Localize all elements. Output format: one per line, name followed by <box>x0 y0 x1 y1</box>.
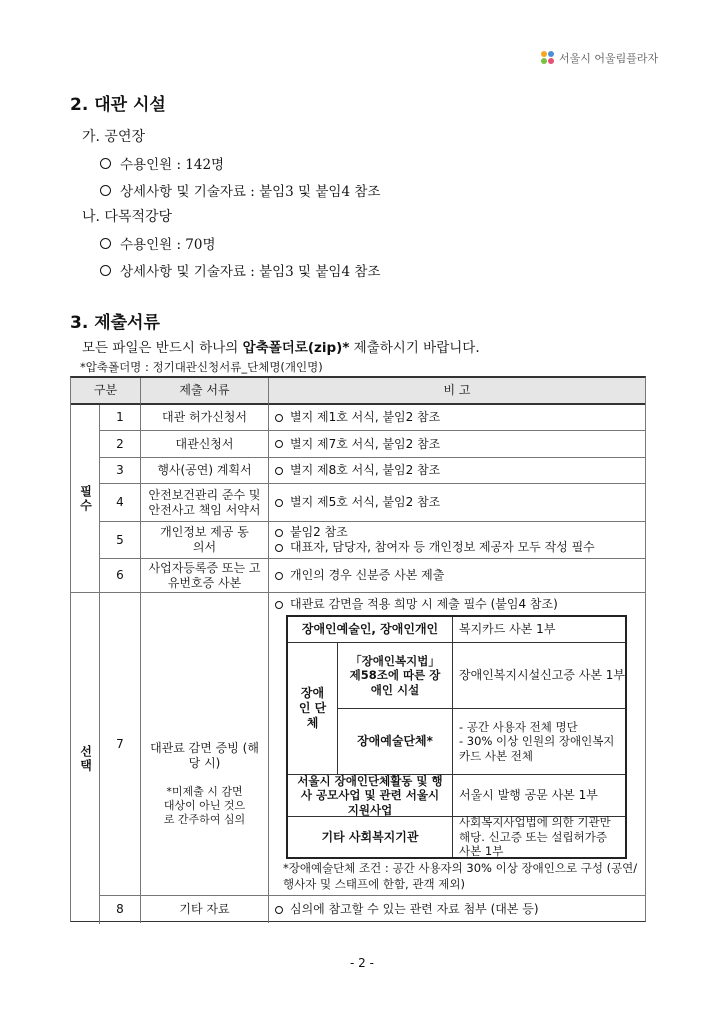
logo <box>541 50 658 66</box>
submission-instruction: 모든 파일은 반드시 하나의 압축폴더로(zip)* 제출하시기 바랍니다. <box>82 340 480 356</box>
reduction-label: 기타 사회복지기관 <box>288 817 453 857</box>
reduction-label: 장애인예술인, 장애인개인 <box>288 617 453 643</box>
zip-folder-note: *압축폴더명 : 정기대관신청서류_단체명(개인명) <box>80 360 323 374</box>
reduction-doc: 복지카드 사본 1부 <box>453 617 625 643</box>
circle-bullet-icon <box>100 238 111 249</box>
documents-table <box>70 376 646 922</box>
reduction-label: 「장애인복지법」 제58조에 따른 장애인 시설 <box>338 643 453 709</box>
row-document: 대관 허가신청서 <box>141 405 269 431</box>
list-item: 상세사항 및 기술자료 : 붙임3 및 붙임4 참조 <box>100 260 380 280</box>
row-document: 개인정보 제공 동의서 <box>141 522 269 559</box>
row-remarks: 심의에 참고할 수 있는 관련 자료 첨부 (대본 등) <box>269 896 645 923</box>
reduction-doc: 사회복지사업법에 의한 기관만 해당. 신고증 또는 설립허가증 사본 1부 <box>459 815 611 859</box>
row-remarks <box>269 593 645 896</box>
row-document: 대관신청서 <box>141 431 269 458</box>
header-remarks: 비 고 <box>269 378 645 405</box>
section-3-title: 3. 제출서류 <box>70 313 160 333</box>
row-document: 안전보건관리 준수 및 안전사고 책임 서약서 <box>141 484 269 522</box>
reduction-doc: 장애인복지시설신고증 사본 1부 <box>453 643 625 709</box>
list-item: 수용인원 : 70명 <box>100 233 216 253</box>
header-document: 제출 서류 <box>141 378 269 405</box>
row-number: 1 <box>100 405 141 431</box>
reduction-doc: 서울시 발행 공문 사본 1부 <box>453 775 625 817</box>
row-number: 2 <box>100 431 141 458</box>
row-remarks: 별지 제5호 서식, 붙임2 참조 <box>269 484 645 522</box>
logo-text: 서울시 어울림플라자 <box>559 52 659 65</box>
reduction-doc-note: *미제출 시 감면대상이 아닌 것으로 간주하여 심의 <box>163 785 246 826</box>
row-document <box>141 593 269 896</box>
group-optional: 선택 <box>71 593 100 924</box>
reduction-label: 서울시 장애인단체활동 및 행사 공모사업 및 관련 서울시 지원사업 <box>288 775 453 817</box>
reduction-remark: 대관료 감면을 적용 희망 시 제출 필수 (붙임4 참조) <box>275 597 558 612</box>
reduction-group-label: 장애인 단체 <box>288 643 338 775</box>
page-number: - 2 - <box>350 956 374 970</box>
row-remarks: 별지 제7호 서식, 붙임2 참조 <box>269 431 645 458</box>
reduction-doc: - 공간 사용자 전체 명단 - 30% 이상 인원의 장애인복지카드 사본 전체 <box>453 709 625 775</box>
group-required: 필수 <box>71 405 100 593</box>
row-remarks: 별지 제8호 서식, 붙임2 참조 <box>269 458 645 484</box>
header-category: 구분 <box>71 378 141 405</box>
row-number: 8 <box>100 896 141 923</box>
reduction-footnote: *장애예술단체 조건 : 공간 사용자의 30% 이상 장애인으로 구성 (공연/행사자 및 스태프에 한함, 관객 제외) <box>283 861 638 891</box>
row-number: 3 <box>100 458 141 484</box>
logo-mark-icon <box>541 51 555 65</box>
reduction-table <box>286 615 627 859</box>
row-number: 7 <box>100 593 141 896</box>
row-remarks: 개인의 경우 신분증 사본 제출 <box>269 559 645 593</box>
list-item: 상세사항 및 기술자료 : 붙임3 및 붙임4 참조 <box>100 180 380 200</box>
circle-bullet-icon <box>100 158 111 169</box>
row-document: 사업자등록증 또는 고유번호증 사본 <box>141 559 269 593</box>
row-number: 5 <box>100 522 141 559</box>
row-remarks: 붙임2 참조 대표자, 담당자, 참여자 등 개인정보 제공자 모두 작성 필수 <box>269 522 645 559</box>
row-number: 6 <box>100 559 141 593</box>
reduction-label: 장애예술단체* <box>338 709 453 775</box>
subsection-a-title: 가. 공연장 <box>82 129 145 145</box>
row-document: 기타 자료 <box>141 896 269 923</box>
reduction-doc-title: 대관료 감면 증빙 (해당 시) <box>150 741 259 771</box>
circle-bullet-icon <box>100 265 111 276</box>
circle-bullet-icon <box>100 185 111 196</box>
list-item: 수용인원 : 142명 <box>100 153 224 173</box>
row-document: 행사(공연) 계획서 <box>141 458 269 484</box>
subsection-b-title: 나. 다목적강당 <box>82 209 173 225</box>
row-number: 4 <box>100 484 141 522</box>
row-remarks: 별지 제1호 서식, 붙임2 참조 <box>269 405 645 431</box>
section-2-title: 2. 대관 시설 <box>70 95 166 115</box>
